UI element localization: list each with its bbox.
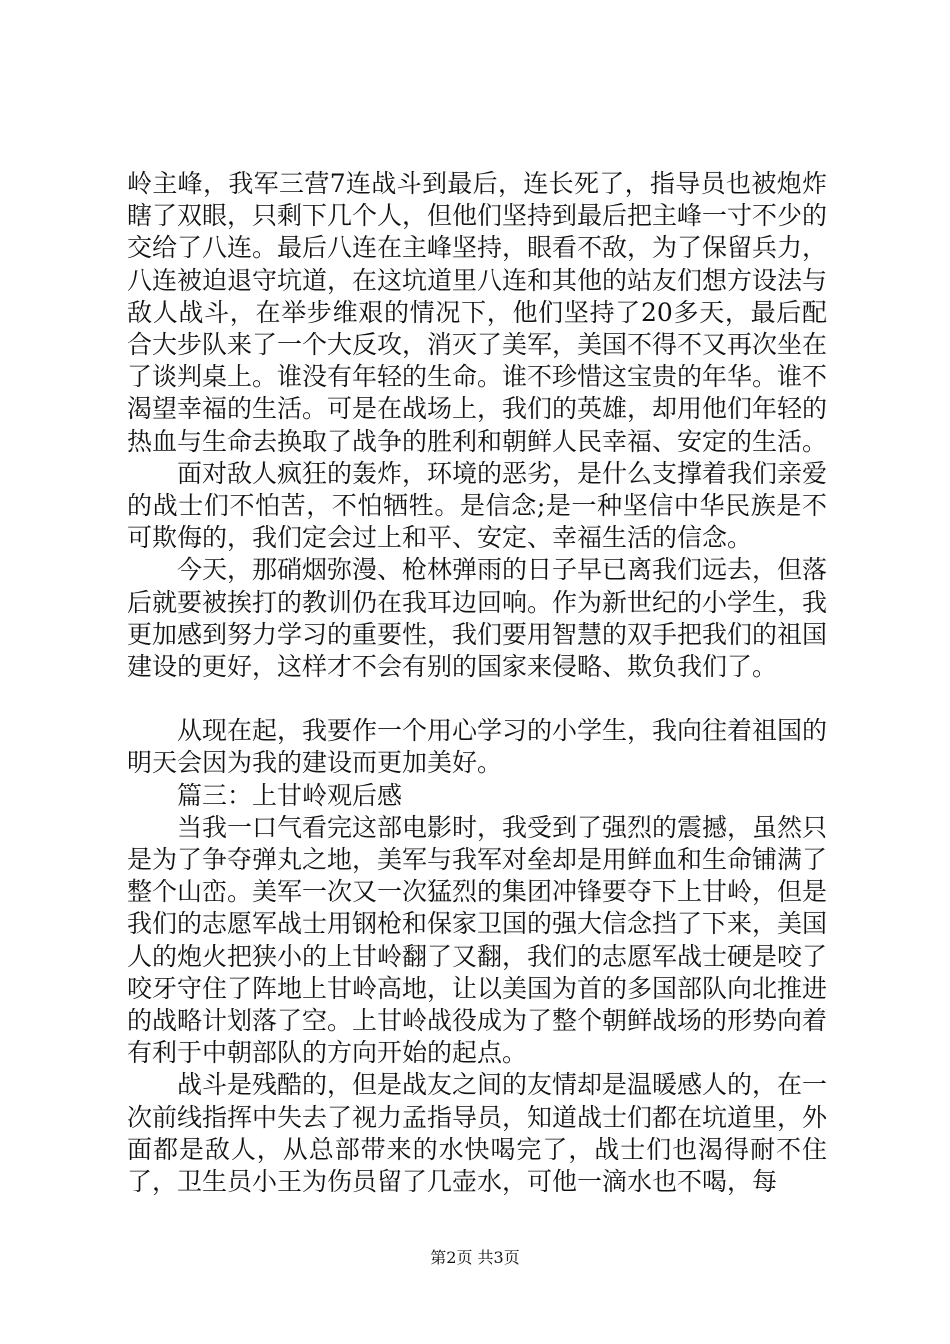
paragraph-1: 岭主峰，我军三营7连战斗到最后，连长死了，指导员也被炮炸瞎了双眼，只剩下几个人，但他们坚持到最后把主峰一寸不少的交给了八连。最后八连在主峰坚持，眼看不敌，为了保留兵力，八连被迫退守坑道，在这坑道里八连和其他的站友们想方设法与敌人战斗，在举步维艰的情况下，他们坚持了20多天，最后配合大步队来了一个大反攻，消灭了美军，美国不得不又再次坐在了谈判桌上。谁没有年轻的生命。谁不珍惜这宝贵的年华。谁不渴望幸福的生活。可是在战场上，我们的英雄，却用他们年轻的热血与生命去换取了战争的胜利和朝鲜人民幸福、安定的生活。 (127, 169, 828, 456)
paragraph-6: 战斗是残酷的，但是战友之间的友情却是温暖感人的，在一次前线指挥中失去了视力孟指导员，知道战士们都在坑道里，外面都是敌人，从总部带来的水快喝完了，战士们也渴得耐不住了，卫生员小王为伤员留了几壶水，可他一滴水也不喝，每 (127, 1070, 828, 1197)
document-body (127, 168, 827, 1198)
paragraph-3: 今天，那硝烟弥漫、枪林弹雨的日子早已离我们远去，但落后就要被挨打的教训仍在我耳边回响。作为新世纪的小学生，我更加感到努力学习的重要性，我们要用智慧的双手把我们的祖国建设的更好，这样才不会有别的国家来侵略、欺负我们了。 (127, 555, 828, 682)
paragraph-5: 当我一口气看完这部电影时，我受到了强烈的震撼，虽然只是为了争夺弹丸之地，美军与我军对垒却是用鲜血和生命铺满了整个山峦。美军一次又一次猛烈的集团冲锋要夺下上甘岭，但是我们的志愿军战士用钢枪和保家卫国的强大信念挡了下来，美国人的炮火把狭小的上甘岭翻了又翻，我们的志愿军战士硬是咬了咬牙守住了阵地上甘岭高地，让以美国为首的多国部队向北推进的战略计划落了空。上甘岭战役成为了整个朝鲜战场的形势向着有利于中朝部队的方向开始的起点。 (127, 812, 828, 1068)
paragraph-2: 面对敌人疯狂的轰炸，环境的恶劣，是什么支撑着我们亲爱的战士们不怕苦，不怕牺牲。是信念;是一种坚信中华民族是不可欺侮的，我们定会过上和平、安定、幸福生活的信念。 (127, 458, 828, 553)
page-number-footer: 第2页 共3页 (430, 1248, 520, 1267)
section-heading: 篇三：上甘岭观后感 (177, 780, 403, 810)
paragraph-4: 从现在起，我要作一个用心学习的小学生，我向往着祖国的明天会因为我的建设而更加美好。 (127, 716, 828, 778)
